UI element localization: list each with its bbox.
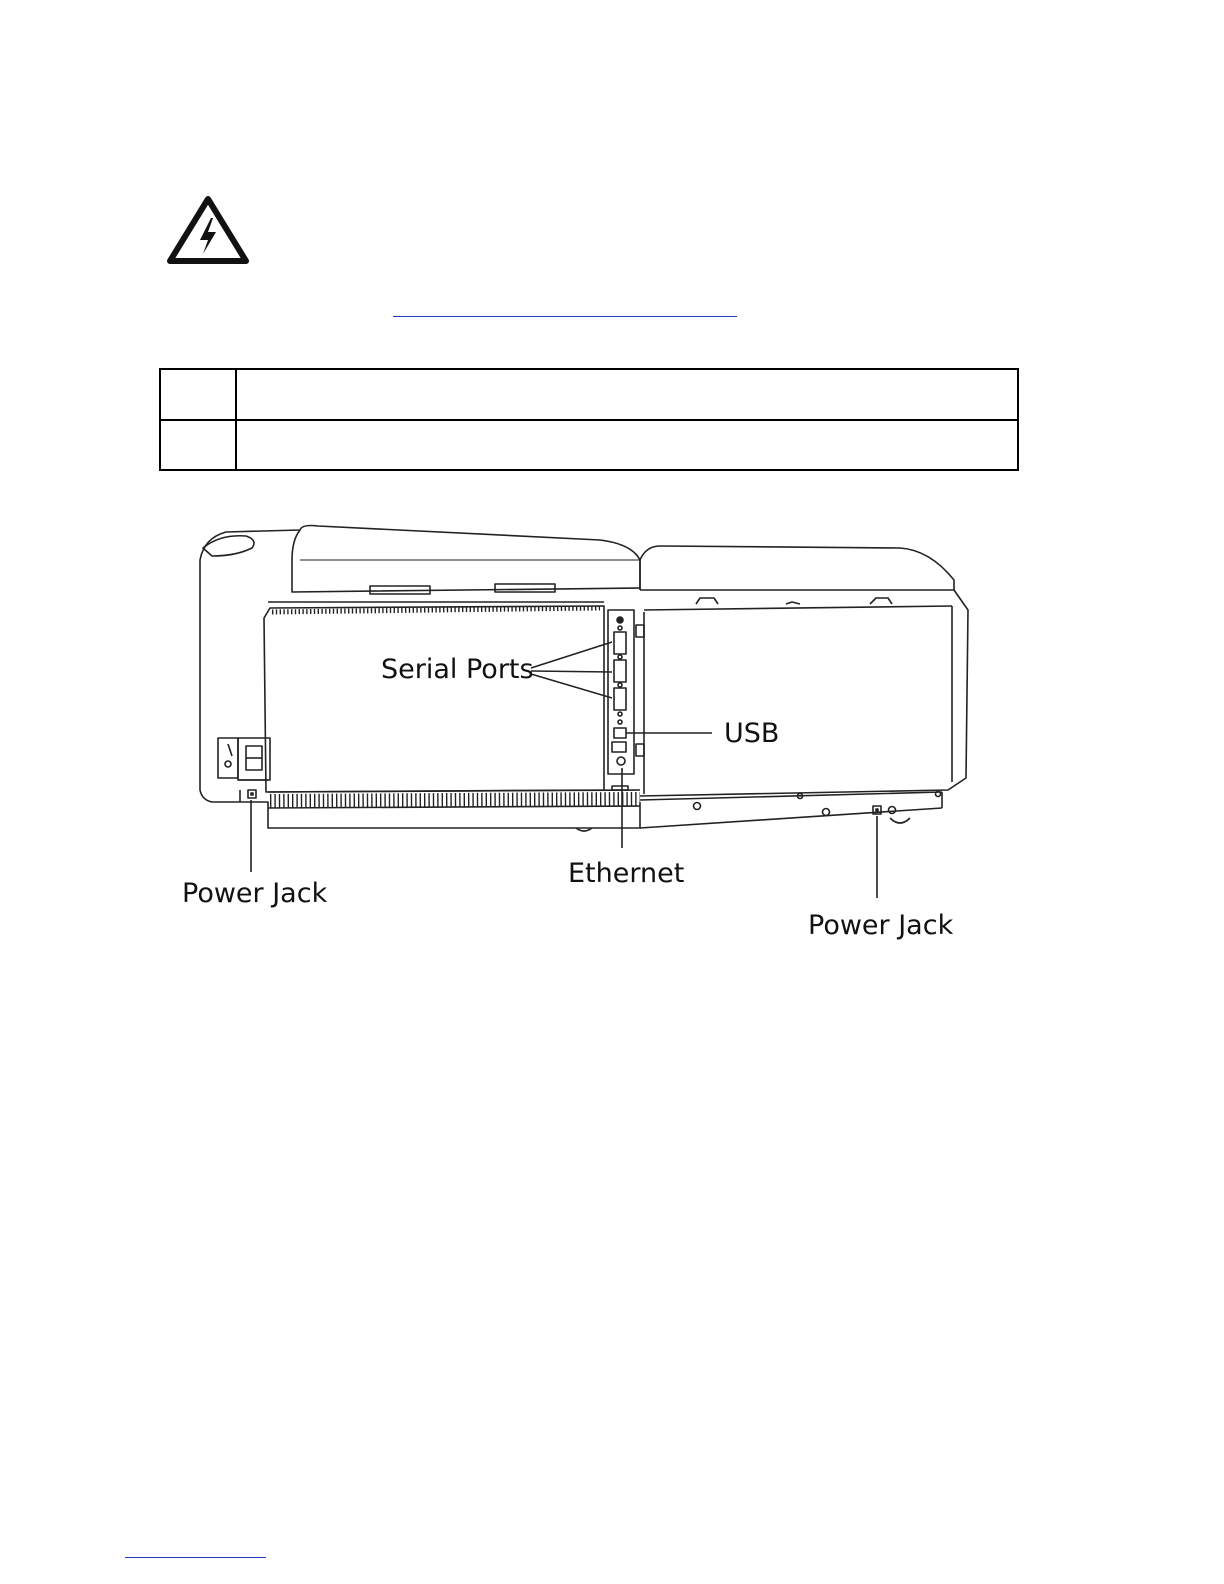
table-row — [160, 420, 1018, 471]
power-jack-left-label: Power Jack — [182, 878, 328, 909]
table-row — [160, 369, 1018, 420]
table-cell — [236, 420, 1018, 471]
ethernet-label: Ethernet — [568, 858, 685, 889]
footer-link-underline[interactable] — [125, 1557, 266, 1558]
power-jack-right-label: Power Jack — [808, 910, 954, 941]
usb-label: USB — [724, 718, 780, 749]
table-cell — [160, 420, 236, 471]
electrical-hazard-icon — [166, 194, 250, 266]
table-cell — [160, 369, 236, 420]
serial-ports-label: Serial Ports — [381, 654, 534, 685]
hyperlink-underline[interactable] — [393, 316, 737, 317]
table-cell — [236, 369, 1018, 420]
device-rear-panel-diagram — [170, 520, 1010, 950]
info-table — [159, 368, 1019, 471]
